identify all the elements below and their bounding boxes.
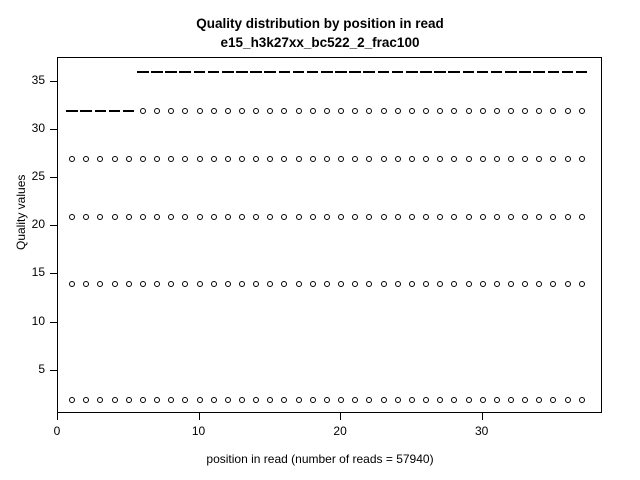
y-axis-tick: [50, 370, 57, 371]
data-point: [395, 214, 401, 220]
y-axis-tick: [50, 129, 57, 130]
data-point: [352, 156, 358, 162]
data-point: [211, 281, 217, 287]
data-point: [494, 397, 500, 403]
data-point: [508, 156, 514, 162]
series-dash-segment: [179, 71, 191, 73]
data-point: [451, 281, 457, 287]
series-dash-segment: [477, 71, 489, 73]
series-dash-segment: [264, 71, 276, 73]
series-dash-segment: [109, 110, 121, 112]
data-point: [211, 156, 217, 162]
data-point: [522, 397, 528, 403]
data-point: [69, 214, 75, 220]
data-point: [225, 214, 231, 220]
data-point: [112, 281, 118, 287]
data-point: [239, 108, 245, 114]
data-point: [310, 214, 316, 220]
data-point: [338, 281, 344, 287]
data-point: [97, 397, 103, 403]
data-point: [437, 214, 443, 220]
data-point: [579, 214, 585, 220]
data-point: [168, 108, 174, 114]
x-axis-tick-label: 30: [474, 424, 489, 438]
data-point: [423, 397, 429, 403]
data-point: [508, 214, 514, 220]
data-point: [324, 214, 330, 220]
x-axis-tick: [57, 413, 58, 420]
data-point: [239, 214, 245, 220]
data-point: [197, 214, 203, 220]
data-point: [126, 156, 132, 162]
series-dash-segment: [491, 71, 503, 73]
data-point: [437, 397, 443, 403]
data-point: [352, 108, 358, 114]
series-dash-segment: [448, 71, 460, 73]
data-point: [409, 397, 415, 403]
series-dash-segment: [548, 71, 560, 73]
data-point: [494, 214, 500, 220]
y-axis-tick-label: 30: [31, 121, 45, 136]
data-point: [310, 156, 316, 162]
series-dash-segment: [519, 71, 531, 73]
data-point: [352, 397, 358, 403]
data-point: [522, 214, 528, 220]
data-point: [225, 156, 231, 162]
data-point: [579, 397, 585, 403]
data-point: [466, 156, 472, 162]
data-point: [522, 156, 528, 162]
data-point: [381, 214, 387, 220]
data-point: [97, 281, 103, 287]
series-dash-segment: [576, 71, 588, 73]
data-point: [168, 397, 174, 403]
data-point: [423, 108, 429, 114]
data-point: [579, 108, 585, 114]
data-point: [480, 108, 486, 114]
data-point: [409, 108, 415, 114]
data-point: [197, 397, 203, 403]
series-dash-segment: [378, 71, 390, 73]
series-dash-segment: [349, 71, 361, 73]
data-point: [437, 108, 443, 114]
series-dash-segment: [463, 71, 475, 73]
data-point: [381, 281, 387, 287]
data-point: [522, 108, 528, 114]
data-point: [366, 156, 372, 162]
series-dash-segment: [562, 71, 574, 73]
data-point: [579, 281, 585, 287]
x-axis-tick-label: 20: [333, 424, 347, 438]
y-axis-tick-label: 10: [31, 313, 45, 328]
data-point: [211, 108, 217, 114]
data-point: [494, 156, 500, 162]
data-point: [281, 281, 287, 287]
data-point: [352, 214, 358, 220]
data-point: [338, 397, 344, 403]
data-point: [168, 156, 174, 162]
series-dash-segment: [95, 110, 107, 112]
data-point: [154, 214, 160, 220]
y-axis-tick-label: 25: [31, 169, 45, 184]
data-point: [324, 108, 330, 114]
data-point: [97, 156, 103, 162]
series-dash-segment: [250, 71, 262, 73]
series-dash-segment: [505, 71, 517, 73]
data-point: [182, 214, 188, 220]
x-axis-tick-label: 10: [191, 424, 206, 438]
data-point: [381, 108, 387, 114]
data-point: [565, 397, 571, 403]
data-point: [112, 156, 118, 162]
data-point: [324, 397, 330, 403]
x-axis-label: position in read (number of reads = 57940): [206, 452, 434, 466]
data-point: [182, 397, 188, 403]
data-point: [536, 281, 542, 287]
data-point: [550, 214, 556, 220]
data-point: [253, 281, 259, 287]
data-point: [225, 397, 231, 403]
data-point: [366, 397, 372, 403]
series-dash-segment: [420, 71, 432, 73]
series-dash-segment: [363, 71, 375, 73]
data-point: [197, 281, 203, 287]
data-point: [281, 108, 287, 114]
data-point: [395, 397, 401, 403]
data-point: [225, 281, 231, 287]
data-point: [437, 156, 443, 162]
series-dash-segment: [533, 71, 545, 73]
data-point: [451, 108, 457, 114]
data-point: [466, 397, 472, 403]
data-point: [508, 397, 514, 403]
data-point: [168, 214, 174, 220]
data-point: [451, 156, 457, 162]
data-point: [423, 214, 429, 220]
data-point: [140, 108, 146, 114]
data-point: [494, 281, 500, 287]
data-point: [267, 214, 273, 220]
data-point: [126, 214, 132, 220]
data-point: [550, 397, 556, 403]
data-point: [480, 156, 486, 162]
data-point: [239, 397, 245, 403]
data-point: [466, 108, 472, 114]
data-point: [126, 281, 132, 287]
data-point: [536, 397, 542, 403]
data-point: [197, 156, 203, 162]
data-point: [565, 214, 571, 220]
data-point: [267, 156, 273, 162]
data-point: [267, 397, 273, 403]
data-point: [69, 397, 75, 403]
series-dash-segment: [194, 71, 206, 73]
series-dash-segment: [321, 71, 333, 73]
data-point: [381, 397, 387, 403]
data-point: [253, 397, 259, 403]
data-point: [140, 156, 146, 162]
y-axis-label: Quality values: [14, 174, 28, 250]
data-point: [352, 281, 358, 287]
page-title: Quality distribution by position in read: [196, 16, 444, 31]
data-point: [536, 156, 542, 162]
data-point: [423, 156, 429, 162]
data-point: [536, 108, 542, 114]
series-dash-segment: [165, 71, 177, 73]
x-axis-tick: [340, 413, 341, 420]
data-point: [324, 156, 330, 162]
series-dash-segment: [208, 71, 220, 73]
data-point: [409, 214, 415, 220]
data-point: [296, 156, 302, 162]
series-dash-segment: [236, 71, 248, 73]
data-point: [97, 214, 103, 220]
series-dash-segment: [434, 71, 446, 73]
data-point: [168, 281, 174, 287]
data-point: [310, 108, 316, 114]
data-point: [225, 108, 231, 114]
data-point: [536, 214, 542, 220]
data-point: [480, 397, 486, 403]
series-dash-segment: [335, 71, 347, 73]
data-point: [466, 214, 472, 220]
data-point: [182, 281, 188, 287]
series-dash-segment: [293, 71, 305, 73]
data-point: [126, 397, 132, 403]
data-point: [296, 281, 302, 287]
series-dash-segment: [392, 71, 404, 73]
series-dash-segment: [137, 71, 149, 73]
data-point: [69, 281, 75, 287]
series-dash-segment: [123, 110, 135, 112]
data-point: [480, 214, 486, 220]
series-dash-segment: [66, 110, 78, 112]
data-point: [253, 214, 259, 220]
data-point: [112, 214, 118, 220]
data-point: [366, 108, 372, 114]
data-point: [310, 281, 316, 287]
data-point: [239, 281, 245, 287]
data-point: [154, 281, 160, 287]
data-point: [296, 108, 302, 114]
data-point: [395, 281, 401, 287]
data-point: [381, 156, 387, 162]
data-point: [83, 156, 89, 162]
data-point: [140, 214, 146, 220]
data-point: [267, 108, 273, 114]
data-point: [267, 281, 273, 287]
y-axis-tick: [50, 322, 57, 323]
data-point: [451, 397, 457, 403]
y-axis-tick-label: 20: [31, 217, 45, 232]
data-point: [253, 156, 259, 162]
data-point: [154, 156, 160, 162]
data-point: [281, 397, 287, 403]
series-dash-segment: [80, 110, 92, 112]
data-point: [239, 156, 245, 162]
data-point: [296, 214, 302, 220]
y-axis-tick-label: 5: [38, 361, 45, 376]
data-point: [154, 397, 160, 403]
y-axis-tick-label: 15: [31, 265, 45, 280]
data-point: [480, 281, 486, 287]
data-point: [211, 397, 217, 403]
data-point: [508, 108, 514, 114]
data-point: [140, 281, 146, 287]
data-point: [83, 214, 89, 220]
x-axis-tick: [199, 413, 200, 420]
data-point: [182, 108, 188, 114]
data-point: [140, 397, 146, 403]
data-point: [281, 214, 287, 220]
data-point: [83, 281, 89, 287]
y-axis-tick: [50, 81, 57, 82]
y-axis-tick: [50, 225, 57, 226]
data-point: [550, 156, 556, 162]
data-point: [338, 108, 344, 114]
data-point: [550, 108, 556, 114]
data-point: [522, 281, 528, 287]
data-point: [409, 281, 415, 287]
y-axis-tick-label: 35: [31, 73, 45, 88]
data-point: [211, 214, 217, 220]
data-point: [508, 281, 514, 287]
data-point: [494, 108, 500, 114]
data-point: [182, 156, 188, 162]
data-point: [310, 397, 316, 403]
data-point: [253, 108, 259, 114]
y-axis-tick: [50, 177, 57, 178]
y-axis-tick: [50, 273, 57, 274]
data-point: [366, 281, 372, 287]
data-point: [395, 156, 401, 162]
data-point: [409, 156, 415, 162]
chart-title-block: [0, 14, 640, 52]
data-point: [550, 281, 556, 287]
data-point: [324, 281, 330, 287]
data-point: [366, 214, 372, 220]
chart-subtitle: e15_h3k27xx_bc522_2_frac100: [220, 35, 420, 50]
data-point: [69, 156, 75, 162]
data-point: [423, 281, 429, 287]
data-point: [565, 156, 571, 162]
data-point: [112, 397, 118, 403]
data-point: [197, 108, 203, 114]
data-point: [579, 156, 585, 162]
series-dash-segment: [222, 71, 234, 73]
data-point: [451, 214, 457, 220]
series-dash-segment: [279, 71, 291, 73]
data-point: [395, 108, 401, 114]
data-point: [281, 156, 287, 162]
x-axis-tick: [482, 413, 483, 420]
series-dash-segment: [406, 71, 418, 73]
data-point: [565, 281, 571, 287]
series-dash-segment: [307, 71, 319, 73]
data-point: [338, 156, 344, 162]
series-dash-segment: [151, 71, 163, 73]
data-point: [466, 281, 472, 287]
data-point: [154, 108, 160, 114]
data-point: [296, 397, 302, 403]
data-point: [83, 397, 89, 403]
data-point: [338, 214, 344, 220]
plot-area: [57, 57, 602, 413]
x-axis-tick-label: 0: [53, 424, 61, 438]
data-point: [437, 281, 443, 287]
data-point: [565, 108, 571, 114]
